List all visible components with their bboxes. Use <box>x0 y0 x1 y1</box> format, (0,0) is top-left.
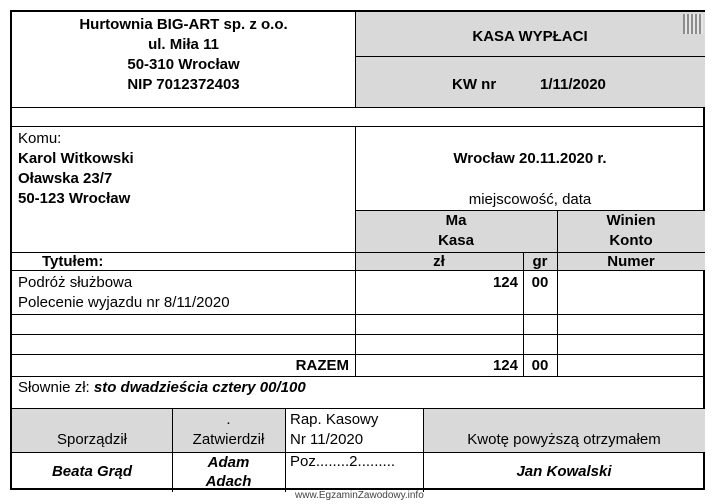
column-gr: gr <box>532 253 548 270</box>
rap-kasowy-line2: Nr 11/2020 <box>290 431 364 448</box>
sporzadzil-label: Sporządził <box>56 431 128 448</box>
column-tytulem: Tytułem: <box>42 253 104 270</box>
zatwierdzil-dot: . <box>226 411 231 428</box>
received-label: Kwotę powyższą otrzymałem <box>467 431 661 448</box>
issuer-nip: NIP 7012372403 <box>127 76 240 93</box>
kw-label: KW nr <box>452 76 497 93</box>
words-label: Słownie zł: <box>18 379 90 396</box>
column-winien: Winien <box>606 212 656 229</box>
qr-code-icon <box>683 14 703 34</box>
row-title-line2: Polecenie wyjazdu nr 8/11/2020 <box>18 294 230 311</box>
kw-number: 1/11/2020 <box>540 76 606 93</box>
issuer-street: ul. Miła 11 <box>148 36 219 53</box>
document-title: KASA WYPŁACI <box>472 28 588 45</box>
column-zl: zł <box>433 253 445 270</box>
recipient-name: Karol Witkowski <box>18 150 134 167</box>
place-date-caption: miejscowość, data <box>468 191 592 208</box>
total-zl: 124 <box>492 357 518 374</box>
zatwierdzil-name-first: Adam <box>207 454 250 471</box>
row-title-line1: Podróż służbowa <box>18 274 133 291</box>
column-kasa: Kasa <box>438 232 474 249</box>
zatwierdzil-label: Zatwierdził <box>192 431 265 448</box>
rap-kasowy-position: Poz........2......... <box>290 453 396 470</box>
row-amount-gr: 00 <box>531 274 549 291</box>
total-gr: 00 <box>531 357 549 374</box>
words-value: sto dwadzieścia cztery 00/100 <box>93 379 306 396</box>
place-date-value: Wrocław 20.11.2020 r. <box>453 150 607 167</box>
rap-kasowy-line1: Rap. Kasowy <box>290 411 379 428</box>
sporzadzil-name: Beata Grąd <box>51 463 133 480</box>
received-name: Jan Kowalski <box>516 463 612 480</box>
zatwierdzil-name-last: Adach <box>205 473 252 490</box>
words-line <box>18 379 306 397</box>
header-right-shade <box>355 12 705 107</box>
total-label: RAZEM <box>295 357 349 374</box>
cash-voucher-form <box>10 10 705 490</box>
issuer-name: Hurtownia BIG-ART sp. z o.o. <box>79 16 288 33</box>
recipient-label: Komu: <box>18 130 62 147</box>
column-ma: Ma <box>445 212 467 229</box>
row-amount-zl: 124 <box>492 274 518 291</box>
recipient-city: 50-123 Wrocław <box>18 190 131 207</box>
footer-watermark: www.EgzaminZawodowy.info <box>295 490 424 501</box>
issuer-city: 50-310 Wrocław <box>127 56 240 73</box>
recipient-street: Oławska 23/7 <box>18 170 113 187</box>
column-konto: Konto <box>609 232 653 249</box>
column-numer: Numer <box>607 253 655 270</box>
